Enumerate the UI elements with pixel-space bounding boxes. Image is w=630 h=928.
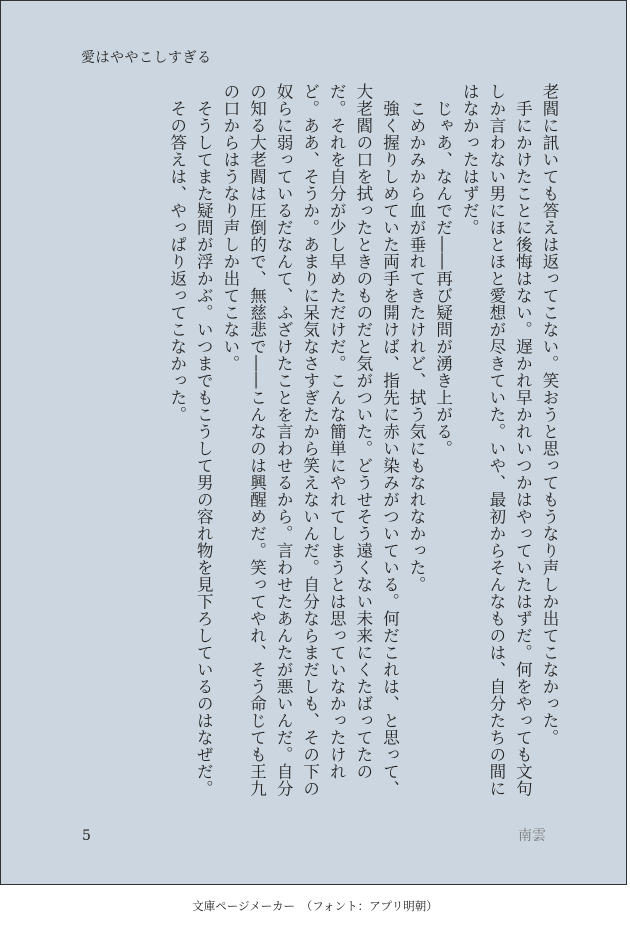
paragraph: 強く握りしめていた両手を開けば、指先に赤い染みがついている。何だこれは、と思って、大老閻の口を拭ったときのものだと気がついた。どうせそう遠くない未来にくたばってたのだ。それを自分が少し早めただけだ。こんな簡単にやれてしまうとは思っていなかったけれど。ああ、そうか。あまりに呆気なさすぎたから笑えないんだ。自分ならまだしも、その下の奴らに弱っているだなんて、ふざけたことを言わせるから。言わせたあんたが悪いんだ。自分の知る大老閻は圧倒的で、無慈悲で――こんなのは興醒めだ。笑ってやれ、そう命じても王九の口からはうなり声しか出てこない。 — [220, 83, 400, 797]
paragraph: その答えは、やっぱり返ってこなかった。 — [167, 83, 187, 423]
running-header-title: 愛はややこしすぎる — [81, 50, 212, 66]
page-number: 5 — [82, 828, 91, 844]
paragraph: じゃあ、なんでだ――再び疑問が湧き上がる。 — [433, 83, 453, 457]
paragraph: こめかみから血が垂れてきたけれど、拭う気にもなれなかった。 — [407, 83, 427, 593]
author-name: 南雲 — [518, 828, 546, 844]
generator-caption: 文庫ページメーカー （フォント：アプリ明朝） — [192, 899, 438, 913]
paragraph: 手にかけたことに後悔はない。遅かれ早かれいつかはやっていたはずだ。何をやっても文句しか言わない男にほとほと愛想が尽きていた。いや、最初からそんなものは、自分たちの間にはなかったはずだ。 — [460, 83, 533, 797]
paragraph: そうしてまた疑問が浮かぶ。いつまでもこうして男の容れ物を見下ろしているのはなぜだ。 — [194, 83, 214, 797]
body-text — [163, 83, 562, 805]
paragraph: 老閻に訊いても答えは返ってこない。笑おうと思ってもうなり声しか出てこなかった。 — [540, 83, 559, 746]
